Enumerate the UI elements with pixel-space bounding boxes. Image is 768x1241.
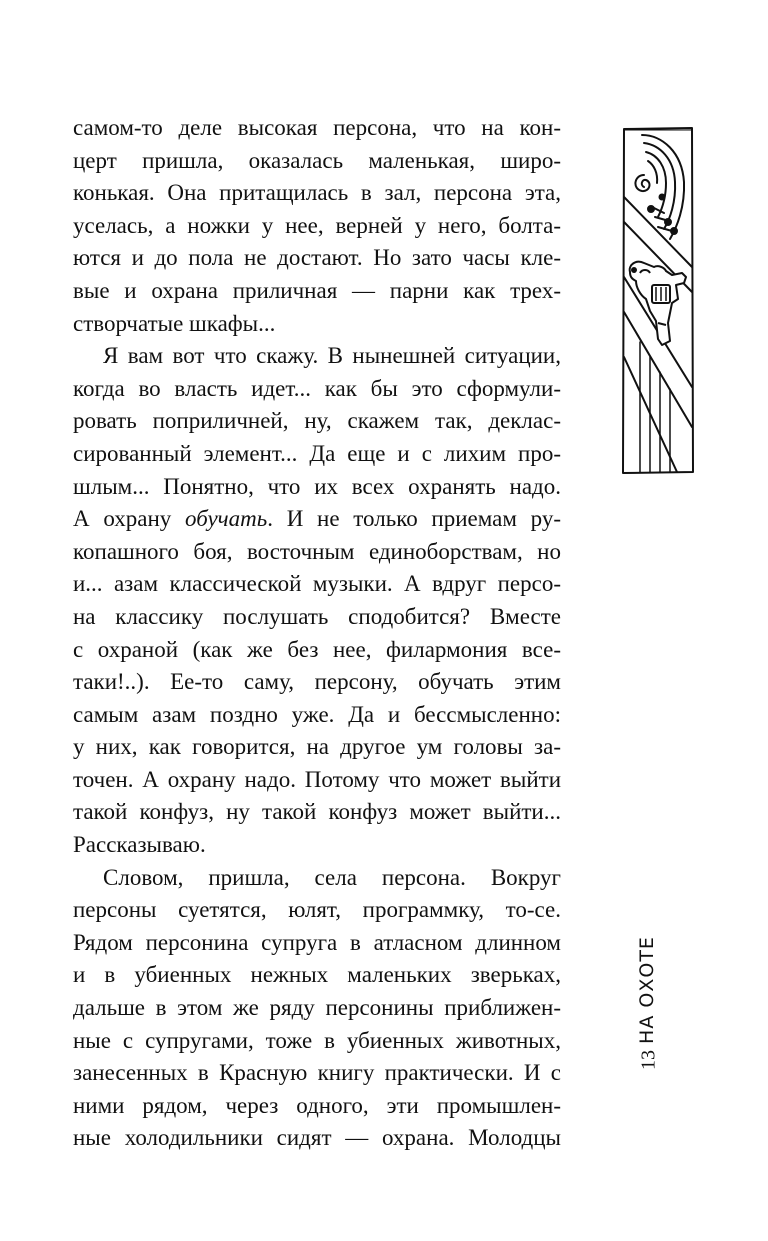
text-line: таки!..). Ее-то саму, персону, обучать этим [73, 669, 561, 695]
text-line: такой конфуз, ну такой конфуз может выйти... [73, 799, 561, 825]
text-line: Рядом персонина супруга в атласном длинном [73, 929, 561, 955]
body-text [73, 112, 561, 1155]
text-line: точен. А охрану надо. Потому что может выйти [73, 766, 561, 792]
revolver-icon [630, 262, 686, 345]
text-line: самом-то деле высокая персона, что на кон- [73, 115, 561, 140]
text-line: конькая. Она притащилась в зал, персона эта, [73, 180, 561, 206]
text-line-with-emphasis [73, 503, 561, 536]
text-line: ются и до пола не достают. Но зато часы кле- [73, 245, 561, 271]
text-line: занесенных в Красную книгу практически. И с [73, 1060, 561, 1086]
page-number-text: 13 [637, 1050, 660, 1070]
text-line: ные с супругами, тоже в убиенных животных, [73, 1027, 561, 1053]
text-line: и в убиенных нежных маленьких зверьках, [73, 962, 561, 988]
text-line: Словом, пришла, села персона. Вокруг [103, 864, 561, 890]
text-line: вые и охрана приличная — парни как трех- [73, 277, 561, 303]
treble-clef-music-icon [635, 135, 684, 239]
text-line: когда во власть идет... как бы это сформули- [73, 375, 561, 401]
running-head [632, 936, 662, 1044]
text-line: дальше в этом же ряду персонины приближен- [73, 995, 561, 1021]
running-head-text: НА ОХОТЕ [636, 936, 658, 1044]
emphasized-word: обучать [185, 506, 268, 532]
text-line: ними рядом, через одного, эти промышлен- [73, 1092, 561, 1118]
text-line: Я вам вот что скажу. В нынешней ситуации, [103, 343, 561, 369]
text-line: сированный элемент... Да еще и с лихим про- [73, 440, 561, 466]
text-line: Рассказываю. [73, 832, 206, 858]
page-number [636, 1040, 662, 1080]
text-line: с охраной (как же без нее, филармония все- [73, 636, 561, 662]
text-line: персоны суетятся, юлят, программку, то-се. [73, 897, 561, 923]
text-line: уселась, а ножки у нее, верней у него, болта- [73, 212, 561, 238]
text-line: церт пришла, оказалась маленькая, широ- [73, 147, 561, 173]
text-line: у них, как говорится, на другое ум головы за- [73, 734, 561, 760]
text-line: створчатые шкафы... [73, 310, 276, 336]
text-line: и... азам классической музыки. А вдруг персо- [73, 571, 561, 597]
text-line: ровать поприличней, ну, скажем так, деклас- [73, 408, 561, 434]
text-line: копашного боя, восточным единоборствам, но [73, 538, 561, 564]
text-line: самым азам поздно уже. Да и бессмысленно: [73, 701, 561, 727]
text-line: ные холодильники сидят — охрана. Молодцы [73, 1125, 561, 1151]
chapter-emblem [622, 127, 694, 474]
text-line: шлым... Понятно, что их всех охранять надо. [73, 473, 561, 499]
text-line: на классику послушать сподобится? Вместе [73, 603, 561, 629]
text-fragment: А охрану [73, 506, 186, 532]
text-fragment: . И не только приемам ру- [267, 506, 561, 532]
